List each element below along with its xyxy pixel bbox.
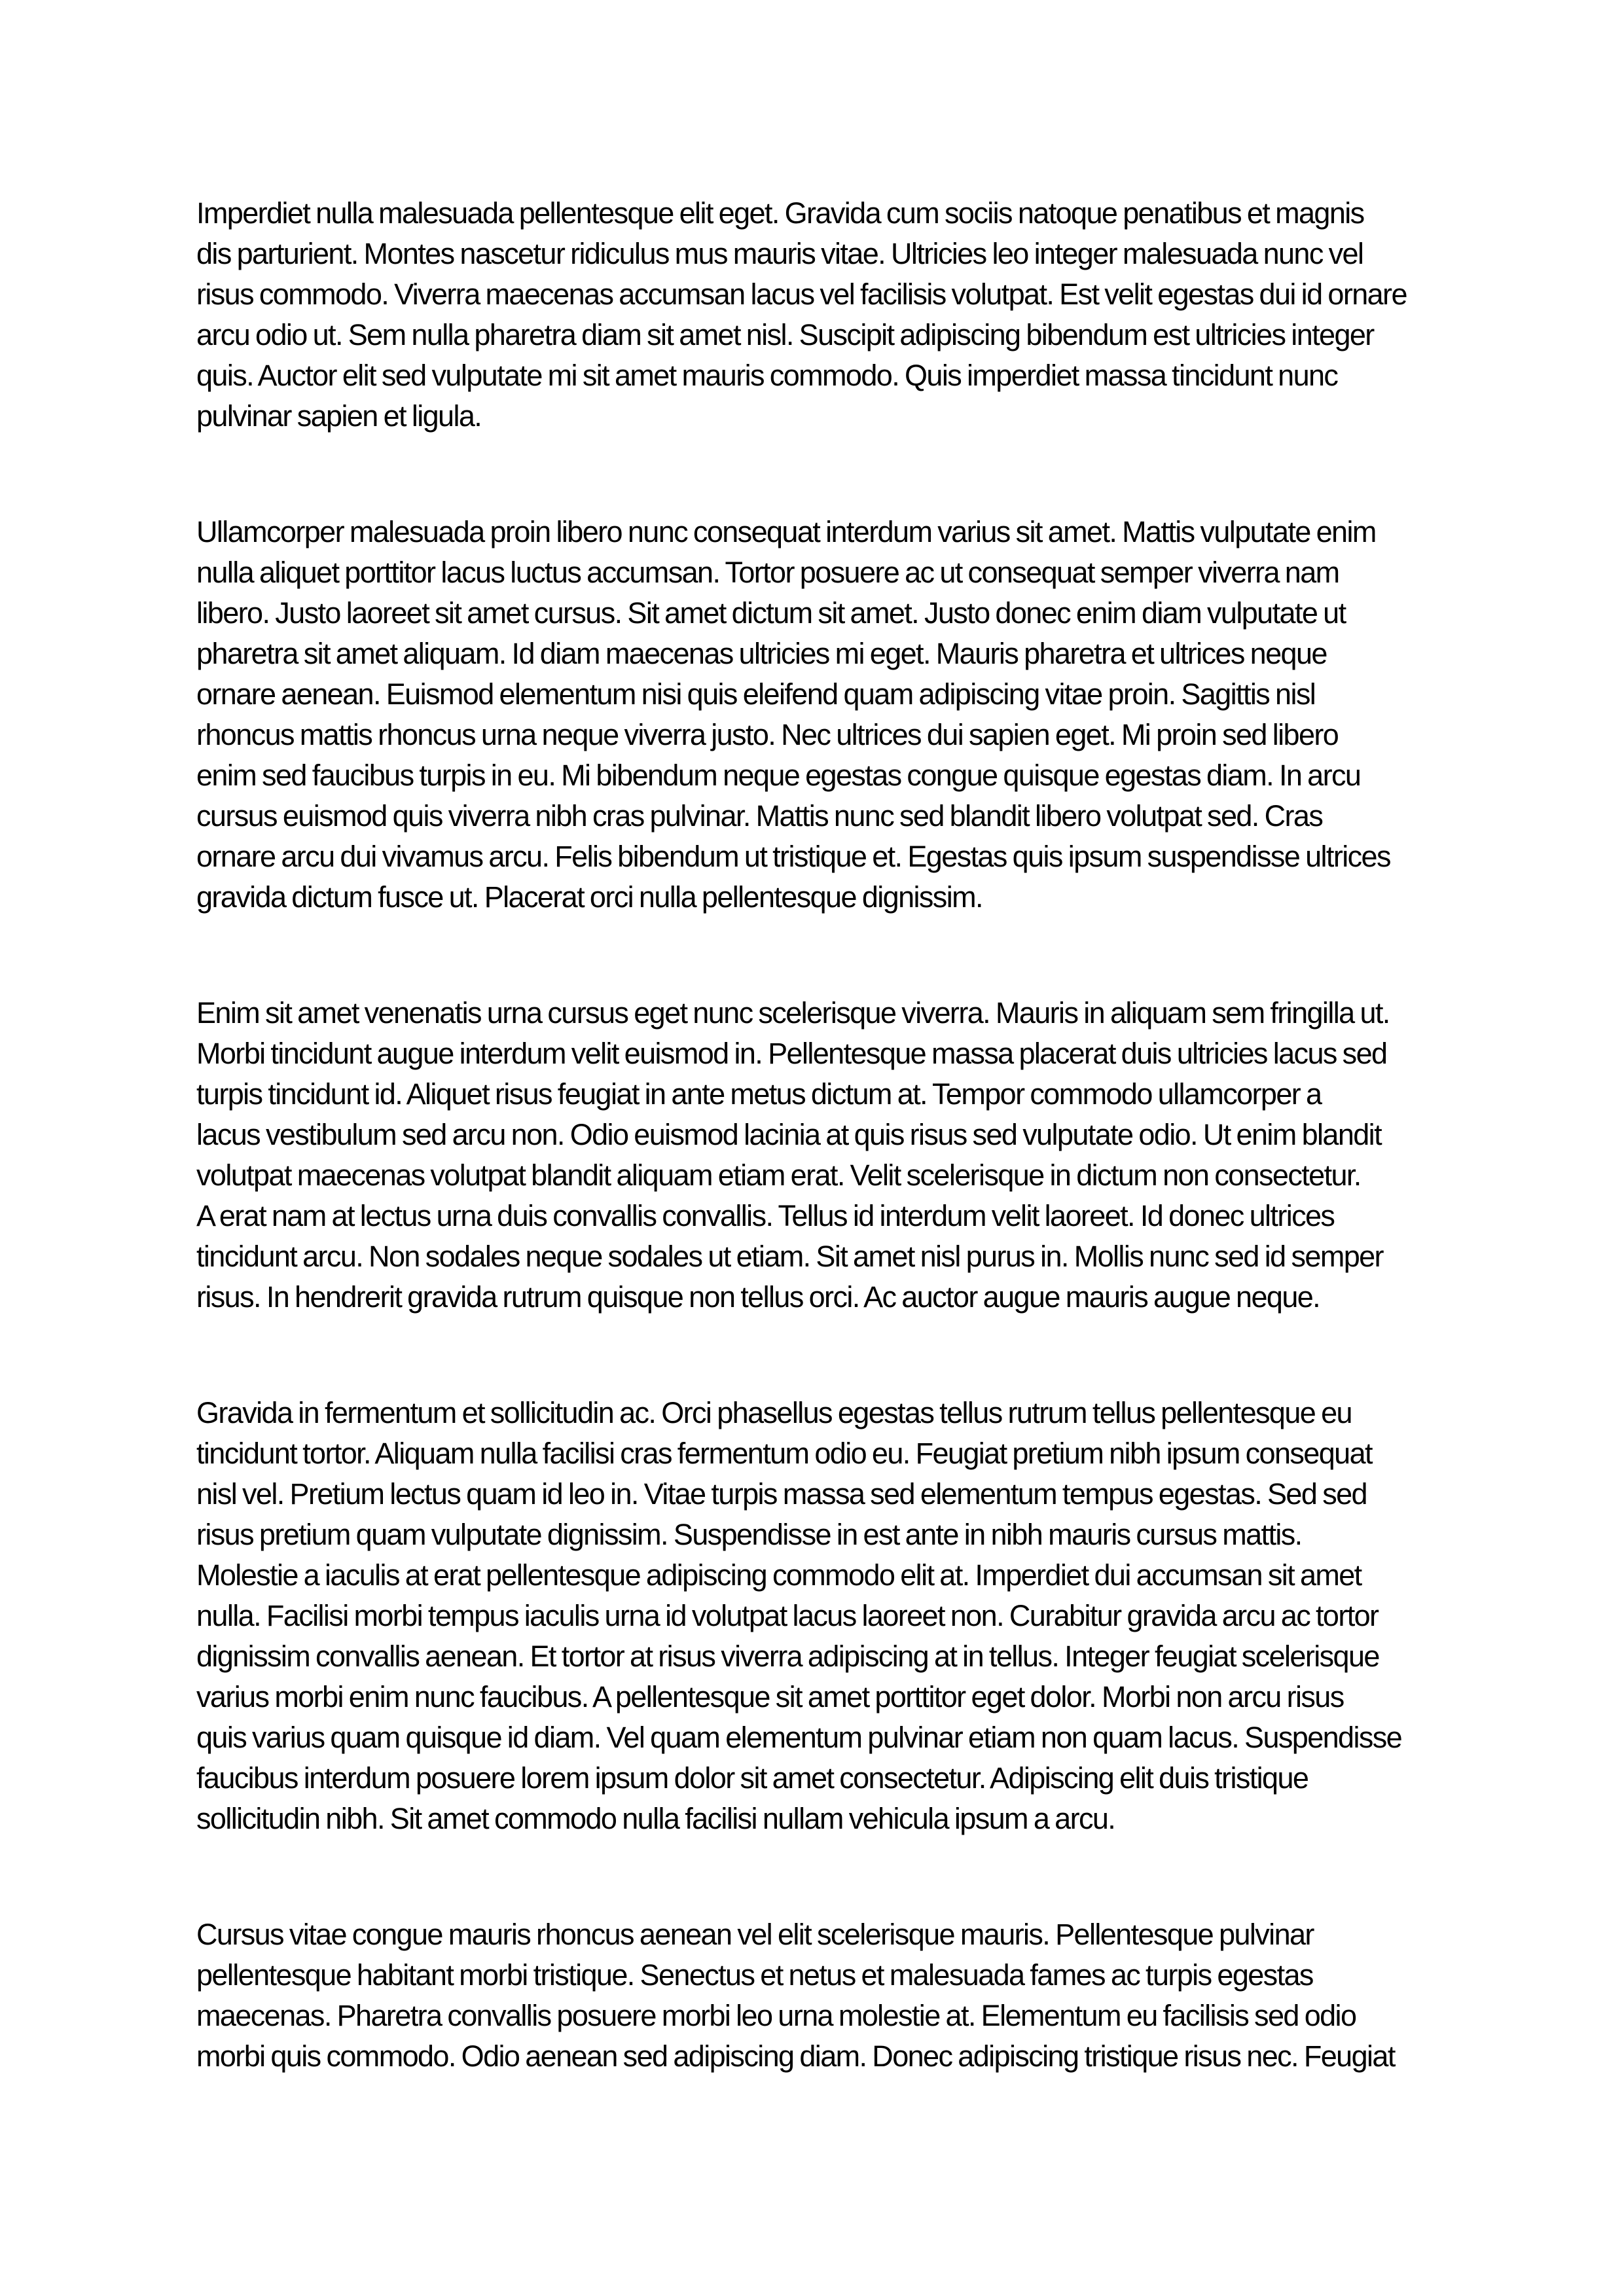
paragraph-2: [196, 512, 1434, 918]
text-line: nulla. Facilisi morbi tempus iaculis urna id volutpat lacus laoreet non. Curabitur gravida arcu ac tortor: [196, 1599, 1379, 1632]
text-line: tincidunt tortor. Aliquam nulla facilisi cras fermentum odio eu. Feugiat pretium nibh ipsum consequat: [196, 1437, 1372, 1470]
text-line: nisl vel. Pretium lectus quam id leo in. Vitae turpis massa sed elementum tempus egestas. Sed sed: [196, 1477, 1367, 1511]
text-line: Ullamcorper malesuada proin libero nunc consequat interdum varius sit amet. Mattis vulputate enim: [196, 515, 1376, 548]
text-line: A erat nam at lectus urna duis convallis convallis. Tellus id interdum velit laoreet. Id donec ultrices: [196, 1199, 1335, 1232]
text-line: dis parturient. Montes nascetur ridiculus mus mauris vitae. Ultricies leo integer malesuada nunc vel: [196, 237, 1363, 270]
paragraph-1: [196, 193, 1434, 437]
text-line: pharetra sit amet aliquam. Id diam maecenas ultricies mi eget. Mauris pharetra et ultrices neque: [196, 637, 1327, 670]
text-line: rhoncus mattis rhoncus urna neque viverra justo. Nec ultrices dui sapien eget. Mi proin sed libero: [196, 718, 1339, 751]
text-line: Enim sit amet venenatis urna cursus eget nunc scelerisque viverra. Mauris in aliquam sem fringilla ut.: [196, 996, 1390, 1030]
text-line: varius morbi enim nunc faucibus. A pellentesque sit amet porttitor eget dolor. Morbi non arcu risus: [196, 1680, 1344, 1713]
text-line: Morbi tincidunt augue interdum velit euismod in. Pellentesque massa placerat duis ultricies lacus sed: [196, 1037, 1387, 1070]
paragraph-3: [196, 993, 1434, 1318]
text-line: sollicitudin nibh. Sit amet commodo nulla facilisi nullam vehicula ipsum a arcu.: [196, 1802, 1115, 1835]
text-line: Gravida in fermentum et sollicitudin ac. Orci phasellus egestas tellus rutrum tellus pellentesque eu: [196, 1396, 1352, 1429]
text-line: Imperdiet nulla malesuada pellentesque elit eget. Gravida cum sociis natoque penatibus et magnis: [196, 196, 1364, 230]
text-line: turpis tincidunt id. Aliquet risus feugiat in ante metus dictum at. Tempor commodo ullamcorper a: [196, 1077, 1322, 1111]
text-line: cursus euismod quis viverra nibh cras pulvinar. Mattis nunc sed blandit libero volutpat sed. Cras: [196, 799, 1323, 833]
text-line: volutpat maecenas volutpat blandit aliquam etiam erat. Velit scelerisque in dictum non consectetur.: [196, 1158, 1361, 1192]
text-line: morbi quis commodo. Odio aenean sed adipiscing diam. Donec adipiscing tristique risus nec. Feugiat: [196, 2039, 1395, 2073]
text-line: risus commodo. Viverra maecenas accumsan lacus vel facilisis volutpat. Est velit egestas dui id ornare: [196, 278, 1407, 311]
text-line: tincidunt arcu. Non sodales neque sodales ut etiam. Sit amet nisl purus in. Mollis nunc sed id semper: [196, 1240, 1383, 1273]
text-line: ornare arcu dui vivamus arcu. Felis bibendum ut tristique et. Egestas quis ipsum suspendisse ultrices: [196, 840, 1390, 873]
paragraph-5: [196, 1914, 1434, 2077]
text-line: quis. Auctor elit sed vulputate mi sit amet mauris commodo. Quis imperdiet massa tincidunt nunc: [196, 359, 1338, 392]
text-line: risus. In hendrerit gravida rutrum quisque non tellus orci. Ac auctor augue mauris augue neque.: [196, 1280, 1320, 1314]
text-line: risus pretium quam vulputate dignissim. Suspendisse in est ante in nibh mauris cursus mattis.: [196, 1518, 1302, 1551]
text-line: ornare aenean. Euismod elementum nisi quis eleifend quam adipiscing vitae proin. Sagittis nisl: [196, 677, 1316, 711]
text-line: quis varius quam quisque id diam. Vel quam elementum pulvinar etiam non quam lacus. Suspendisse: [196, 1721, 1402, 1754]
text-line: Cursus vitae congue mauris rhoncus aenean vel elit scelerisque mauris. Pellentesque pulvinar: [196, 1918, 1314, 1951]
text-line: lacus vestibulum sed arcu non. Odio euismod lacinia at quis risus sed vulputate odio. Ut enim blandit: [196, 1118, 1381, 1151]
text-line: faucibus interdum posuere lorem ipsum dolor sit amet consectetur. Adipiscing elit duis tristique: [196, 1761, 1308, 1795]
text-line: nulla aliquet porttitor lacus luctus accumsan. Tortor posuere ac ut consequat semper viverra nam: [196, 556, 1339, 589]
text-line: Molestie a iaculis at erat pellentesque adipiscing commodo elit at. Imperdiet dui accumsan sit amet: [196, 1558, 1362, 1592]
text-line: libero. Justo laoreet sit amet cursus. Sit amet dictum sit amet. Justo donec enim diam vulputate ut: [196, 596, 1346, 630]
text-line: arcu odio ut. Sem nulla pharetra diam sit amet nisl. Suscipit adipiscing bibendum est ultricies integer: [196, 318, 1374, 351]
paragraph-4: [196, 1393, 1434, 1839]
text-line: dignissim convallis aenean. Et tortor at risus viverra adipiscing at in tellus. Integer feugiat scelerisque: [196, 1640, 1379, 1673]
text-line: enim sed faucibus turpis in eu. Mi bibendum neque egestas congue quisque egestas diam. In arcu: [196, 759, 1361, 792]
text-line: maecenas. Pharetra convallis posuere morbi leo urna molestie at. Elementum eu facilisis sed odio: [196, 1999, 1356, 2032]
text-line: pulvinar sapien et ligula.: [196, 399, 482, 433]
text-line: gravida dictum fusce ut. Placerat orci nulla pellentesque dignissim.: [196, 880, 983, 914]
text-line: pellentesque habitant morbi tristique. Senectus et netus et malesuada fames ac turpis egestas: [196, 1958, 1313, 1992]
